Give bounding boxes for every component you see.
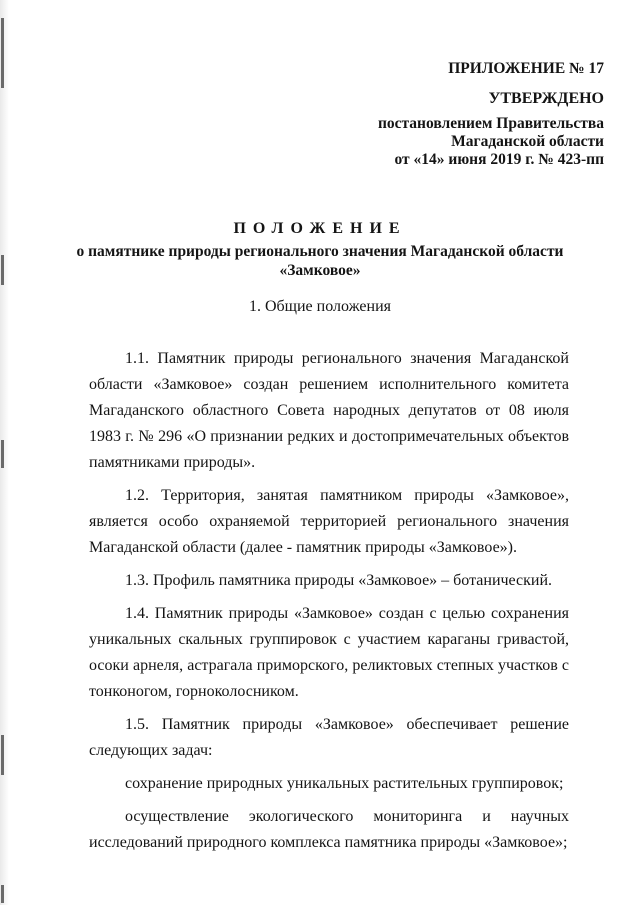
paragraph: 1.1. Памятник природы регионального значения Магаданской области «Замковое» создан решением исполнительного комитета Магаданского областного Совета народных депутатов от 08 июля 1983 г. № 296 «О признании редких и достопримечательных объектов памятниками природы». xyxy=(89,350,569,471)
annex-number: ПРИЛОЖЕНИЕ № 17 xyxy=(448,60,604,77)
document-title xyxy=(40,220,600,280)
scan-mark xyxy=(1,18,4,88)
document-body xyxy=(89,346,569,863)
paragraph: 1.2. Территория, занятая памятником природы «Замковое», является особо охраняемой территорией регионального значения Магаданской области (далее - памятник природы «Замковое»). xyxy=(89,487,569,556)
decree-line: Магаданской области xyxy=(451,133,604,150)
paragraph: 1.5. Памятник природы «Замковое» обеспечивает решение следующих задач: xyxy=(89,716,569,759)
title-subtitle: о памятнике природы регионального значения Магаданской области xyxy=(76,243,564,260)
approval-block xyxy=(304,60,604,169)
title-subtitle: «Замковое» xyxy=(279,262,361,279)
title-word: ПОЛОЖЕНИЕ xyxy=(233,220,407,237)
decree-date-line: от «14» июня 2019 г. № 423-пп xyxy=(394,151,604,168)
scan-mark xyxy=(1,885,4,903)
scan-mark xyxy=(1,255,4,285)
approved-label: УТВЕРЖДЕНО xyxy=(488,90,604,107)
scan-mark xyxy=(1,735,4,775)
paragraph: 1.3. Профиль памятника природы «Замковое» – ботанический. xyxy=(125,572,553,589)
decree-line: постановлением Правительства xyxy=(377,115,604,132)
paragraph: 1.4. Памятник природы «Замковое» создан с целью сохранения уникальных скальных группировок с участием караганы гривастой, осоки арнеля, астрагала приморского, реликтовых степных участков с тонконогом, горноколосником. xyxy=(89,605,569,700)
scan-edge-shadow xyxy=(0,0,9,905)
section-heading: 1. Общие положения xyxy=(248,298,392,315)
task-item: сохранение природных уникальных растительных группировок; xyxy=(125,775,564,792)
scan-mark xyxy=(1,440,4,468)
task-item: осуществление экологического мониторинга и научных исследований природного комплекса памятника природы «Замковое»; xyxy=(89,808,569,851)
